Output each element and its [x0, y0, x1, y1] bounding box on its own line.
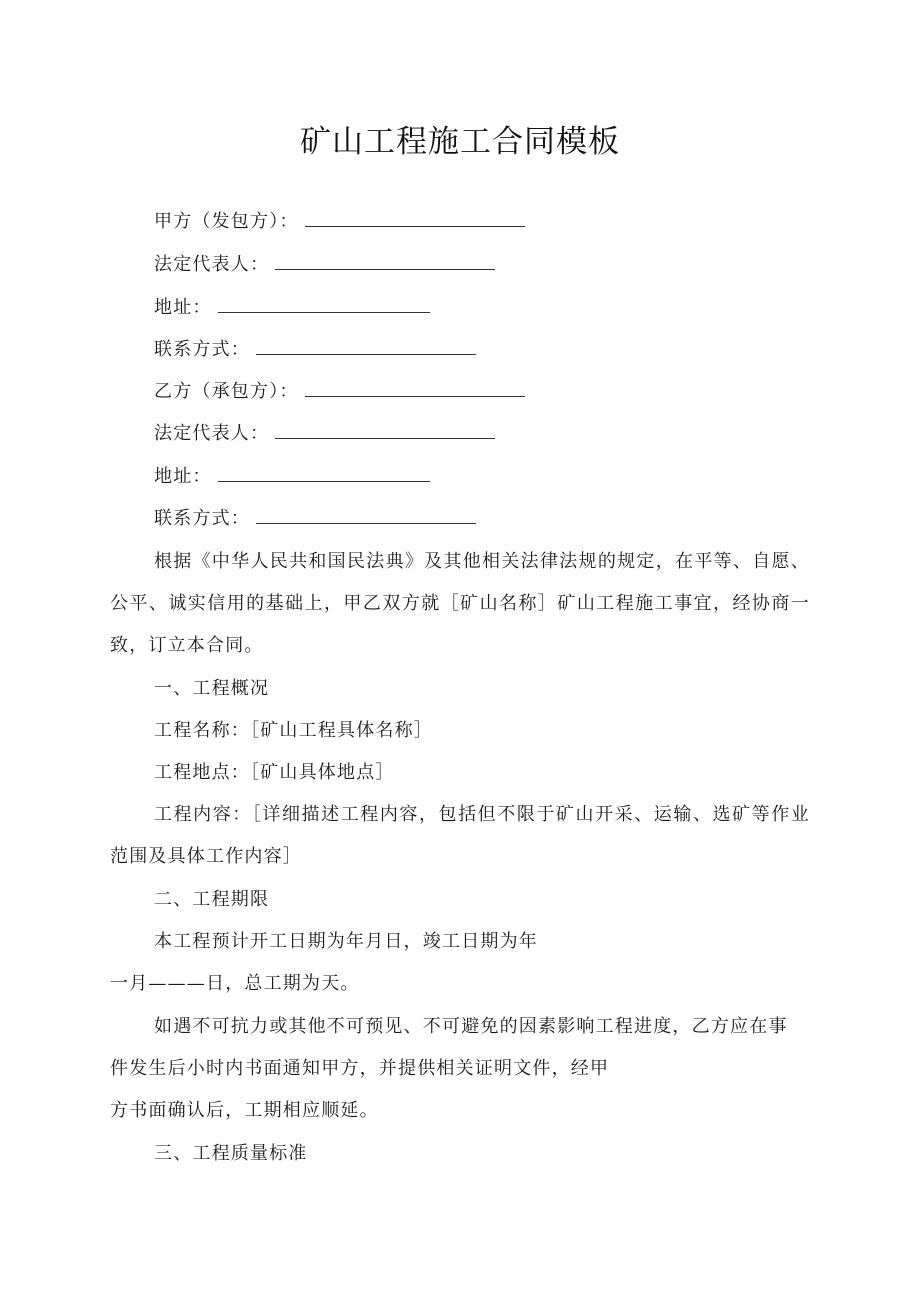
party-b-address-line [154, 465, 430, 489]
section3-heading: 三、工程质量标准 [154, 1143, 308, 1164]
party-a-rep-line [154, 253, 495, 277]
section2-para-line3: 方书面确认后，工期相应顺延。 [110, 1100, 379, 1121]
party-a-rep-blank [275, 255, 495, 270]
party-a-contact-blank [256, 340, 476, 355]
section2-line2: 一月———日，总工期为天。 [110, 973, 360, 994]
party-b-line [154, 380, 525, 404]
party-a-address-line [154, 296, 430, 320]
section2-para-line2: 件发生后小时内书面通知甲方，并提供相关证明文件，经甲 [110, 1058, 610, 1079]
party-b-rep-blank [275, 424, 495, 439]
party-b-rep-label: 法定代表人： [154, 423, 270, 444]
party-b-contact-blank [256, 509, 476, 524]
party-b-blank [305, 382, 525, 397]
party-b-label: 乙方（承包方）： [154, 381, 299, 402]
section2-heading: 二、工程期限 [154, 889, 270, 910]
party-a-address-blank [218, 298, 430, 313]
document-title: 矿山工程施工合同模板 [300, 124, 620, 160]
party-a-line [154, 210, 525, 234]
section1-content: 工程内容：［详细描述工程内容，包括但不限于矿山开采、运输、选矿等作业范围及具体工作内容］ [110, 804, 810, 867]
party-b-rep-line [154, 422, 495, 446]
party-a-blank [305, 212, 525, 227]
party-b-contact-label: 联系方式： [154, 508, 250, 529]
party-a-contact-label: 联系方式： [154, 339, 250, 360]
party-a-address-label: 地址： [154, 297, 212, 318]
party-a-label: 甲方（发包方）： [154, 211, 299, 232]
party-b-address-blank [218, 467, 430, 482]
preamble-paragraph: 根据《中华人民共和国民法典》及其他相关法律法规的规定，在平等、自愿、公平、诚实信用的基础上，甲乙双方就［矿山名称］矿山工程施工事宜，经协商一致，订立本合同。 [110, 551, 810, 656]
section2-line1: 本工程预计开工日期为年月日，竣工日期为年 [154, 931, 538, 952]
party-b-address-label: 地址： [154, 466, 212, 487]
party-a-rep-label: 法定代表人： [154, 254, 270, 275]
party-a-contact-line [154, 338, 476, 362]
section1-location: 工程地点：［矿山具体地点］ [154, 762, 395, 783]
section1-heading: 一、工程概况 [154, 678, 270, 699]
section1-name: 工程名称：［矿山工程具体名称］ [154, 720, 433, 741]
party-b-contact-line [154, 507, 476, 531]
section2-para-line1: 如遇不可抗力或其他不可预见、不可避免的因素影响工程进度，乙方应在事 [154, 1016, 788, 1037]
